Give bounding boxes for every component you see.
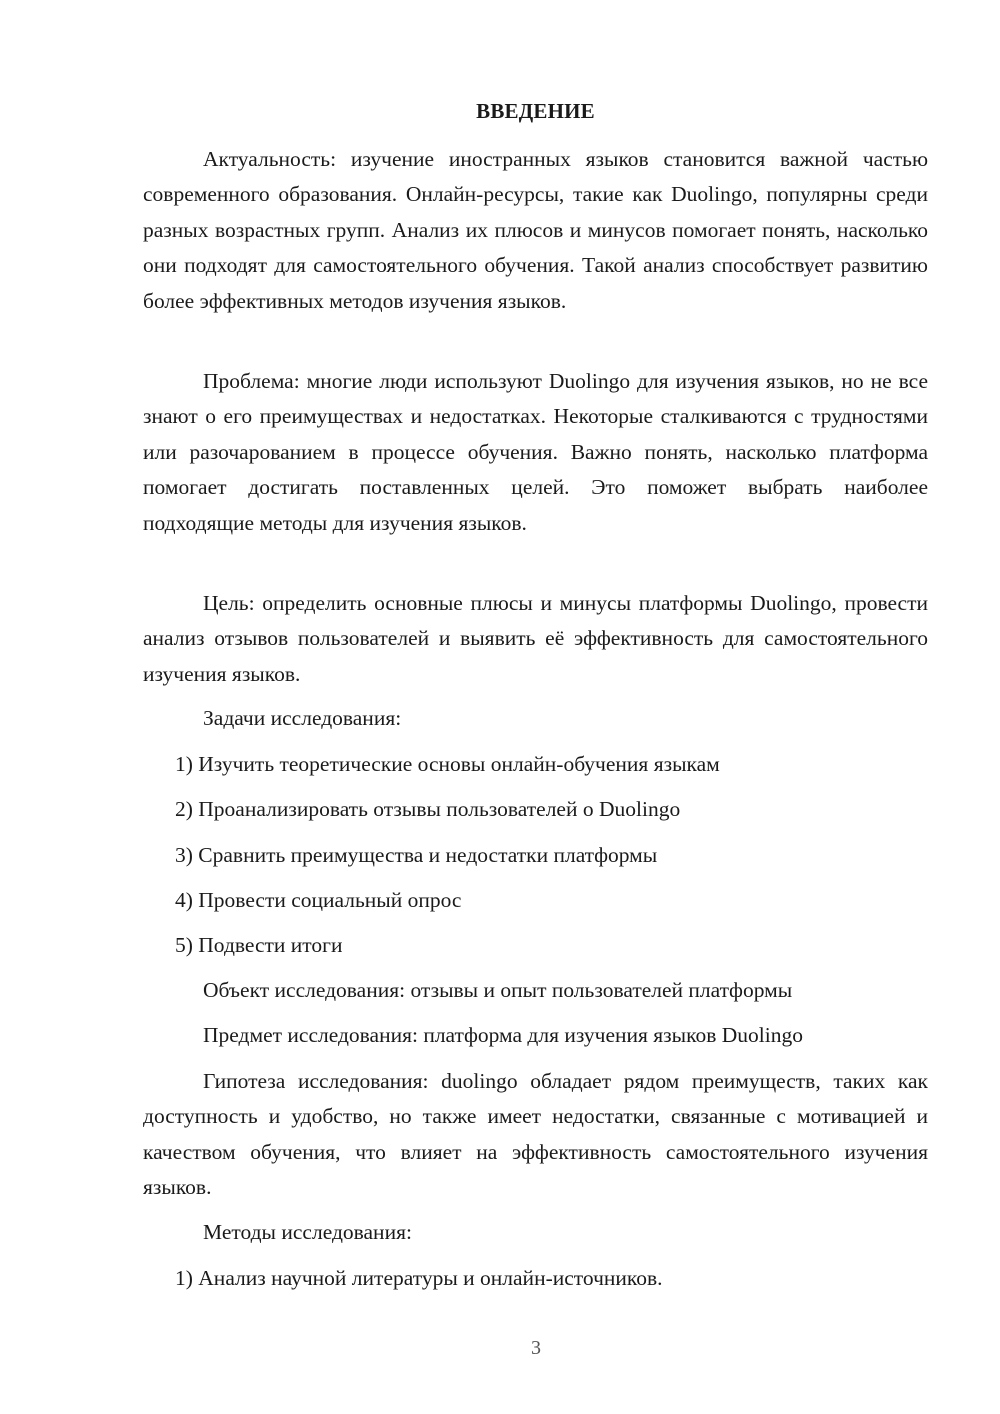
paragraph-relevance: Актуальность: изучение иностранных языков становится важной частью современного образования. Онлайн-ресурсы, такие как Duolingo, популярны среди разных возрастных групп. Анализ их плюсов и минусов помогает понять, насколько они подходят для самостоятельного обучения. Такой анализ способствует развитию более эффективных методов изучения языков. — [143, 147, 928, 313]
task-item: 2) Проанализировать отзывы пользователей о Duolingo — [175, 797, 681, 821]
tasks-title: Задачи исследования: — [203, 706, 402, 730]
method-item: 1) Анализ научной литературы и онлайн-источников. — [175, 1266, 663, 1290]
paragraph-problem: Проблема: многие люди используют Duolingo для изучения языков, но не все знают о его преимуществах и недостатках. Некоторые сталкиваются с трудностями или разочарованием в процессе обучения. Важно понять, насколько платформа помогает достигать поставленных целей. Это поможет выбрать наиболее подходящие методы для изучения языков. — [143, 369, 928, 535]
paragraph-subject: Предмет исследования: платформа для изучения языков Duolingo — [203, 1023, 803, 1047]
section-heading: ВВЕДЕНИЕ — [476, 99, 595, 123]
task-item: 5) Подвести итоги — [175, 933, 343, 957]
task-item: 3) Сравнить преимущества и недостатки платформы — [175, 843, 658, 867]
paragraph-hypothesis: Гипотеза исследования: duolingo обладает рядом преимуществ, таких как доступность и удобство, но также имеет недостатки, связанные с мотивацией и качеством обучения, что влияет на эффективность самостоятельного изучения языков. — [143, 1069, 928, 1200]
paragraph-object: Объект исследования: отзывы и опыт пользователей платформы — [203, 978, 793, 1002]
page-number: 3 — [531, 1337, 541, 1359]
paragraph-goal: Цель: определить основные плюсы и минусы платформы Duolingo, провести анализ отзывов пользователей и выявить её эффективность для самостоятельного изучения языков. — [143, 591, 928, 686]
task-item: 1) Изучить теоретические основы онлайн-обучения языкам — [175, 752, 720, 776]
methods-title: Методы исследования: — [203, 1220, 412, 1244]
task-item: 4) Провести социальный опрос — [175, 888, 462, 912]
